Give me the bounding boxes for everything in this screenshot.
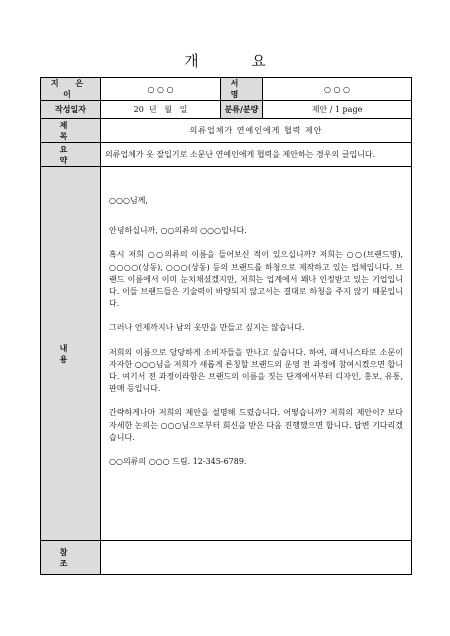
signature-value[interactable]: ○ ○ ○	[263, 78, 412, 101]
author-label: 지 은 이	[41, 78, 101, 101]
letter-paragraph: 그러나 언제까지나 남의 옷만을 만들고 싶지는 않습니다.	[109, 323, 305, 333]
reference-label: 참 조	[41, 541, 101, 575]
letter-paragraph: 간략하게나마 저희의 제안을 설명해 드렸습니다. 어떻습니까? 저희의 제안이? 보다 자세한 논의는 ○○○님으로부터 회신을 받은 다음 진행했으면 합니다. 답변 기다리겠습니다.	[109, 408, 403, 442]
summary-row	[41, 143, 412, 167]
summary-label: 요 약	[41, 143, 101, 167]
category-label: 분류/분량	[221, 101, 263, 119]
date-row	[41, 101, 412, 119]
signature-label: 서 명	[221, 78, 263, 101]
date-label: 작성일자	[41, 101, 101, 119]
subject-value[interactable]: 의류업체가 연예인에게 협력 제안	[101, 119, 412, 143]
summary-value[interactable]: 의류업체가 옷 잘입기로 소문난 연예인에게 협력을 제안하는 경우의 글입니다.	[101, 143, 412, 167]
overview-form-table	[40, 77, 412, 575]
date-value[interactable]: 20 년 월 일	[101, 101, 221, 119]
content-label: 내 용	[41, 167, 101, 541]
letter-paragraph: 저희의 이름으로 당당하게 소비자들을 만나고 싶습니다. 하여, 패셔니스타로 소문이 자자한 ○○○님을 저희가 새롭게 론칭할 브랜드의 운영 전 과정에 참여시켰으면 합니다. 여기서 전 과정이라함은 브랜드의 이름을 짓는 단계에서부터 디자인, 홍보, 유통, 판매 등입니다.	[109, 347, 403, 394]
letter-paragraph: 혹시 저희 ○○의류의 이름을 들어보신 적이 있으십니까? 저희는 ○○(브랜드명), ○○○○(상동), ○○○(상동) 등의 브랜드를 하청으로 제작하고 있는 업체입니다. 브랜드 이름에서 이미 눈치채셨겠지만, 저희는 업계에서 꽤나 인정받고 있는 기업입니다. 이들 브랜드들은 기술력이 바탕되지 않고서는 결대로 하청을 주지 않기 때문입니다.	[109, 250, 403, 309]
subject-label: 제 목	[41, 119, 101, 143]
letter-closing: ○○의류의 ○○○ 드림. 12-345-6789.	[109, 457, 247, 467]
subject-row	[41, 119, 412, 143]
author-row	[41, 78, 412, 101]
category-value[interactable]: 제안 / 1 page	[263, 101, 412, 119]
reference-row	[41, 541, 412, 575]
letter-greeting: ○○○님께,	[109, 196, 148, 205]
reference-value[interactable]	[101, 541, 412, 575]
author-value[interactable]: ○ ○ ○	[101, 78, 221, 101]
content-row	[41, 167, 412, 541]
letter-intro: 안녕하십니까, ○○의류의 ○○○입니다.	[109, 226, 247, 236]
page-title: 개 요	[184, 52, 290, 70]
content-body[interactable]	[101, 167, 412, 541]
